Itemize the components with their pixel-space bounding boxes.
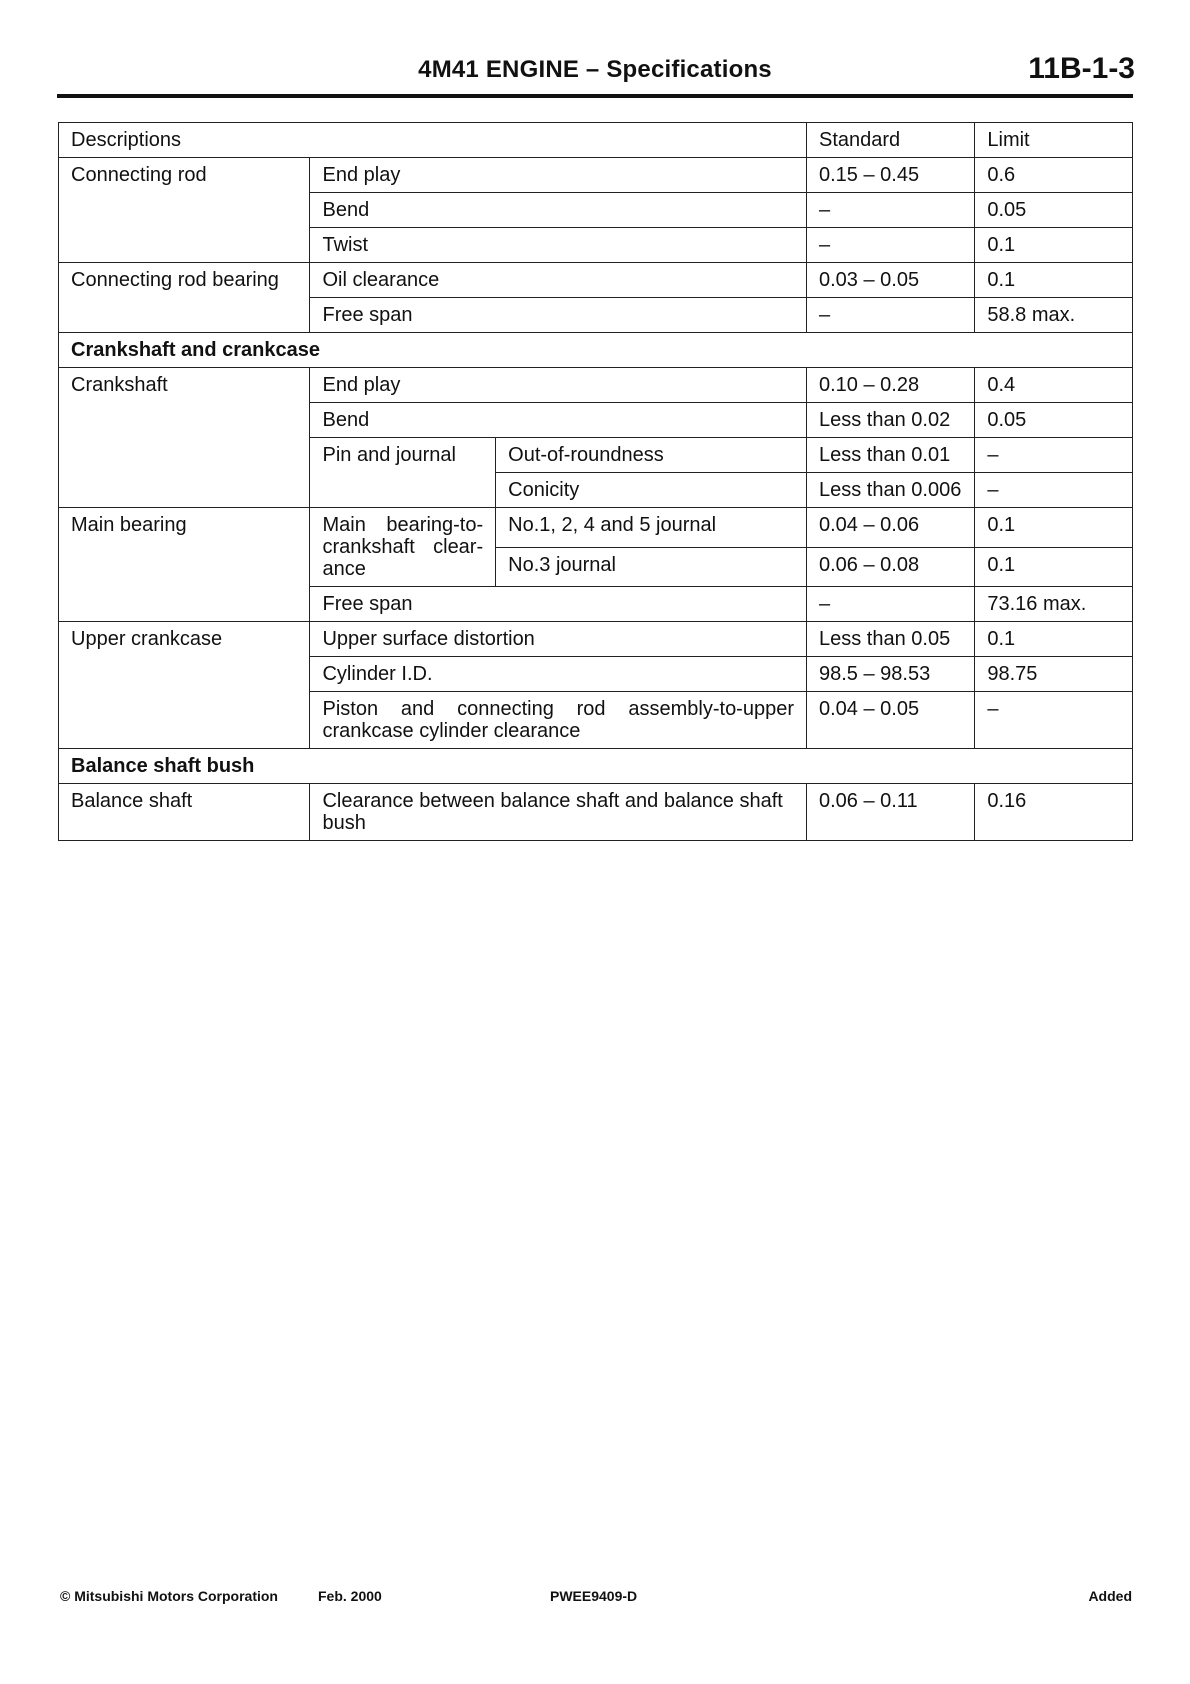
item-label: Upper surface distortion (310, 622, 807, 657)
table-row (59, 622, 1133, 657)
standard-value: – (807, 587, 975, 622)
table-row (59, 263, 1133, 298)
limit-value: 73.16 max. (975, 587, 1133, 622)
standard-value: – (807, 298, 975, 333)
item-label: Cylinder I.D. (310, 657, 807, 692)
item-label: Conicity (496, 473, 807, 508)
footer-date: Feb. 2000 (318, 1588, 382, 1604)
standard-value: 0.03 – 0.05 (807, 263, 975, 298)
limit-value: 0.16 (975, 784, 1133, 841)
item-label: Piston and connecting rod assembly-to-upper crankcase cylinder clearance (310, 692, 807, 749)
item-label: No.1, 2, 4 and 5 journal (496, 508, 807, 548)
footer-status: Added (1088, 1588, 1132, 1604)
standard-value: Less than 0.05 (807, 622, 975, 657)
table-row (59, 784, 1133, 841)
group-label: Connecting rod (59, 158, 310, 263)
standard-value: Less than 0.02 (807, 403, 975, 438)
group-label: Crankshaft (59, 368, 310, 508)
column-header-descriptions: Descriptions (59, 123, 807, 158)
standard-value: 0.10 – 0.28 (807, 368, 975, 403)
column-header-standard: Standard (807, 123, 975, 158)
column-header-limit: Limit (975, 123, 1133, 158)
limit-value: 0.1 (975, 622, 1133, 657)
table-header-row (59, 123, 1133, 158)
limit-value: 0.05 (975, 403, 1133, 438)
limit-value: 58.8 max. (975, 298, 1133, 333)
limit-value: 0.1 (975, 508, 1133, 548)
item-label: Bend (310, 403, 807, 438)
subgroup-label: Pin and journal (310, 438, 496, 508)
standard-value: Less than 0.01 (807, 438, 975, 473)
group-label: Main bearing (59, 508, 310, 622)
limit-value: 98.75 (975, 657, 1133, 692)
standard-value: – (807, 193, 975, 228)
table-row (59, 508, 1133, 548)
standard-value: Less than 0.006 (807, 473, 975, 508)
limit-value: 0.6 (975, 158, 1133, 193)
specifications-table (58, 122, 1133, 841)
footer-copyright: © Mitsubishi Motors Corporation (60, 1588, 278, 1604)
limit-value: 0.05 (975, 193, 1133, 228)
limit-value: – (975, 473, 1133, 508)
limit-value: – (975, 438, 1133, 473)
standard-value: 0.04 – 0.05 (807, 692, 975, 749)
limit-value: 0.1 (975, 263, 1133, 298)
item-label: Out-of-roundness (496, 438, 807, 473)
header-divider (57, 94, 1133, 98)
section-heading-balance-shaft: Balance shaft bush (59, 749, 1133, 784)
footer-doc-code: PWEE9409-D (550, 1588, 638, 1604)
section-heading-crankshaft: Crankshaft and crankcase (59, 333, 1133, 368)
limit-value: 0.1 (975, 547, 1133, 587)
item-label: Bend (310, 193, 807, 228)
item-label: End play (310, 158, 807, 193)
item-label: Oil clearance (310, 263, 807, 298)
standard-value: 0.15 – 0.45 (807, 158, 975, 193)
standard-value: 0.06 – 0.11 (807, 784, 975, 841)
group-label: Balance shaft (59, 784, 310, 841)
section-row (59, 749, 1133, 784)
subgroup-label: Main bearing-to-crankshaft clear-ance (310, 508, 496, 587)
standard-value: 0.04 – 0.06 (807, 508, 975, 548)
table-row (59, 158, 1133, 193)
group-label: Upper crankcase (59, 622, 310, 749)
standard-value: 0.06 – 0.08 (807, 547, 975, 587)
section-row (59, 333, 1133, 368)
item-label: End play (310, 368, 807, 403)
item-label: Twist (310, 228, 807, 263)
standard-value: 98.5 – 98.53 (807, 657, 975, 692)
limit-value: – (975, 692, 1133, 749)
standard-value: – (807, 228, 975, 263)
page-title: 4M41 ENGINE – Specifications (418, 56, 772, 83)
limit-value: 0.4 (975, 368, 1133, 403)
item-label: Free span (310, 587, 807, 622)
item-label: Clearance between balance shaft and balance shaft bush (310, 784, 807, 841)
limit-value: 0.1 (975, 228, 1133, 263)
page-number: 11B-1-3 (1028, 52, 1135, 85)
group-label: Connecting rod bearing (59, 263, 310, 333)
table-row (59, 368, 1133, 403)
item-label: No.3 journal (496, 547, 807, 587)
item-label: Free span (310, 298, 807, 333)
